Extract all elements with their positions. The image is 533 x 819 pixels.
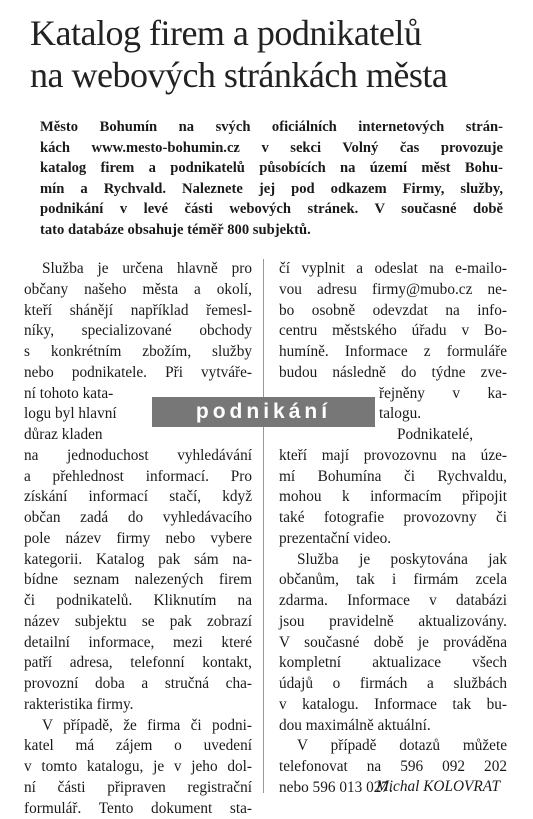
body-line: patří adresa, telefonní kontakt, [24, 653, 252, 674]
body-line: níky, specializované obchody [24, 321, 252, 342]
article-right-column [279, 259, 507, 799]
body-line: občany našeho města a okolí, [24, 280, 252, 301]
section-tag: podnikání [152, 397, 375, 427]
body-line: nebo podnikatele. Při vytváře- [24, 363, 252, 384]
body-line: občan zadá do vyhledávacího [24, 508, 252, 529]
body-line: Služba je určena hlavně pro [24, 259, 252, 280]
body-line: také fotografie provozovny či [279, 508, 507, 529]
body-line: pole název firmy nebo vybere [24, 529, 252, 550]
lead-line: katalog firem a podnikatelů působících na území měst Bohu- [38, 158, 503, 179]
body-line: důraz kladen [24, 425, 252, 446]
author-byline: Michal KOLOVRAT [376, 777, 500, 797]
body-line: či podnikatelů. Kliknutím na [24, 591, 252, 612]
title-line-2: na webových stránkách města [30, 54, 520, 96]
body-line: prezentační video. [279, 529, 507, 550]
body-line: V případě, že firma či podni- [24, 716, 252, 737]
body-line: katel má zájem o uvedení [24, 736, 252, 757]
body-line: Služba je poskytována jak [279, 550, 507, 571]
body-line: v tomto katalogu, je v jeho dol- [24, 757, 252, 778]
body-line: talogu. [279, 404, 507, 425]
body-line: řejněny v ka- [279, 384, 507, 405]
body-line: rakteristika firmy. [24, 695, 252, 716]
lead-line: kách www.mesto-bohumin.cz v sekci Volný čas provozuje [38, 138, 503, 159]
body-line: a přehlednost informací. Pro [24, 467, 252, 488]
body-line: název subjektu se pak zobrazí [24, 612, 252, 633]
body-line: kompletní aktualizace všech [279, 653, 507, 674]
body-line: formulář. Tento dokument sta- [24, 799, 252, 819]
body-line: nebo 596 013 027. [279, 778, 507, 799]
body-line: občanům, tak i firmám zcela [279, 570, 507, 591]
body-line: bo osobně odevzdat na info- [279, 301, 507, 322]
body-line: zdarma. Informace v databázi [279, 591, 507, 612]
body-line: V současné době je prováděna [279, 633, 507, 654]
body-line: provozní doba a stručná cha- [24, 674, 252, 695]
body-line: Podnikatelé, [279, 425, 507, 446]
article-lead [38, 117, 503, 241]
body-line: logu byl hlavní [24, 404, 252, 425]
lead-line: Město Bohumín na svých oficiálních internetových strán- [38, 117, 503, 138]
body-line: ní části připraven registrační [24, 778, 252, 799]
article-title [30, 12, 520, 96]
body-line: ní tohoto kata- [24, 384, 252, 405]
body-line: bídne seznam nalezených firem [24, 570, 252, 591]
lead-line: podnikání v levé části webových stránek. V současné době [38, 199, 503, 220]
body-line: údajů o firmách a službách [279, 674, 507, 695]
body-line: telefonovat na 596 092 202 [279, 757, 507, 778]
body-line: jsou pravidelně aktualizovány. [279, 612, 507, 633]
body-line: budou následně do týdne zve- [279, 363, 507, 384]
body-line: kteří mají provozovnu na úze- [279, 446, 507, 467]
article-left-column [24, 259, 252, 819]
body-line: centru městského úřadu v Bo- [279, 321, 507, 342]
body-line: čí vyplnit a odeslat na e-mailo- [279, 259, 507, 280]
body-line: kteří shánějí například řemesl- [24, 301, 252, 322]
lead-line: mín a Rychvald. Naleznete jej pod odkazem Firmy, služby, [38, 179, 503, 200]
body-line: v katalogu. Informace tak bu- [279, 695, 507, 716]
body-line: dou maximálně aktuální. [279, 716, 507, 737]
body-line: V případě dotazů můžete [279, 736, 507, 757]
body-line: získání informací stačí, když [24, 487, 252, 508]
body-line: vou adresu firmy@mubo.cz ne- [279, 280, 507, 301]
lead-line: tato databáze obsahuje téměř 800 subjektů. [38, 220, 503, 241]
body-line: mí Bohumína či Rychvaldu, [279, 467, 507, 488]
body-line: detailní informace, mezi které [24, 633, 252, 654]
title-line-1: Katalog firem a podnikatelů [30, 12, 520, 54]
body-line: s konkrétním zbožím, služby [24, 342, 252, 363]
body-line: humíně. Informace z formuláře [279, 342, 507, 363]
body-line: kategorii. Katalog pak sám na- [24, 550, 252, 571]
column-divider [263, 259, 264, 793]
body-line: na jednoduchost vyhledávání [24, 446, 252, 467]
body-line: mohou k informacím připojit [279, 487, 507, 508]
